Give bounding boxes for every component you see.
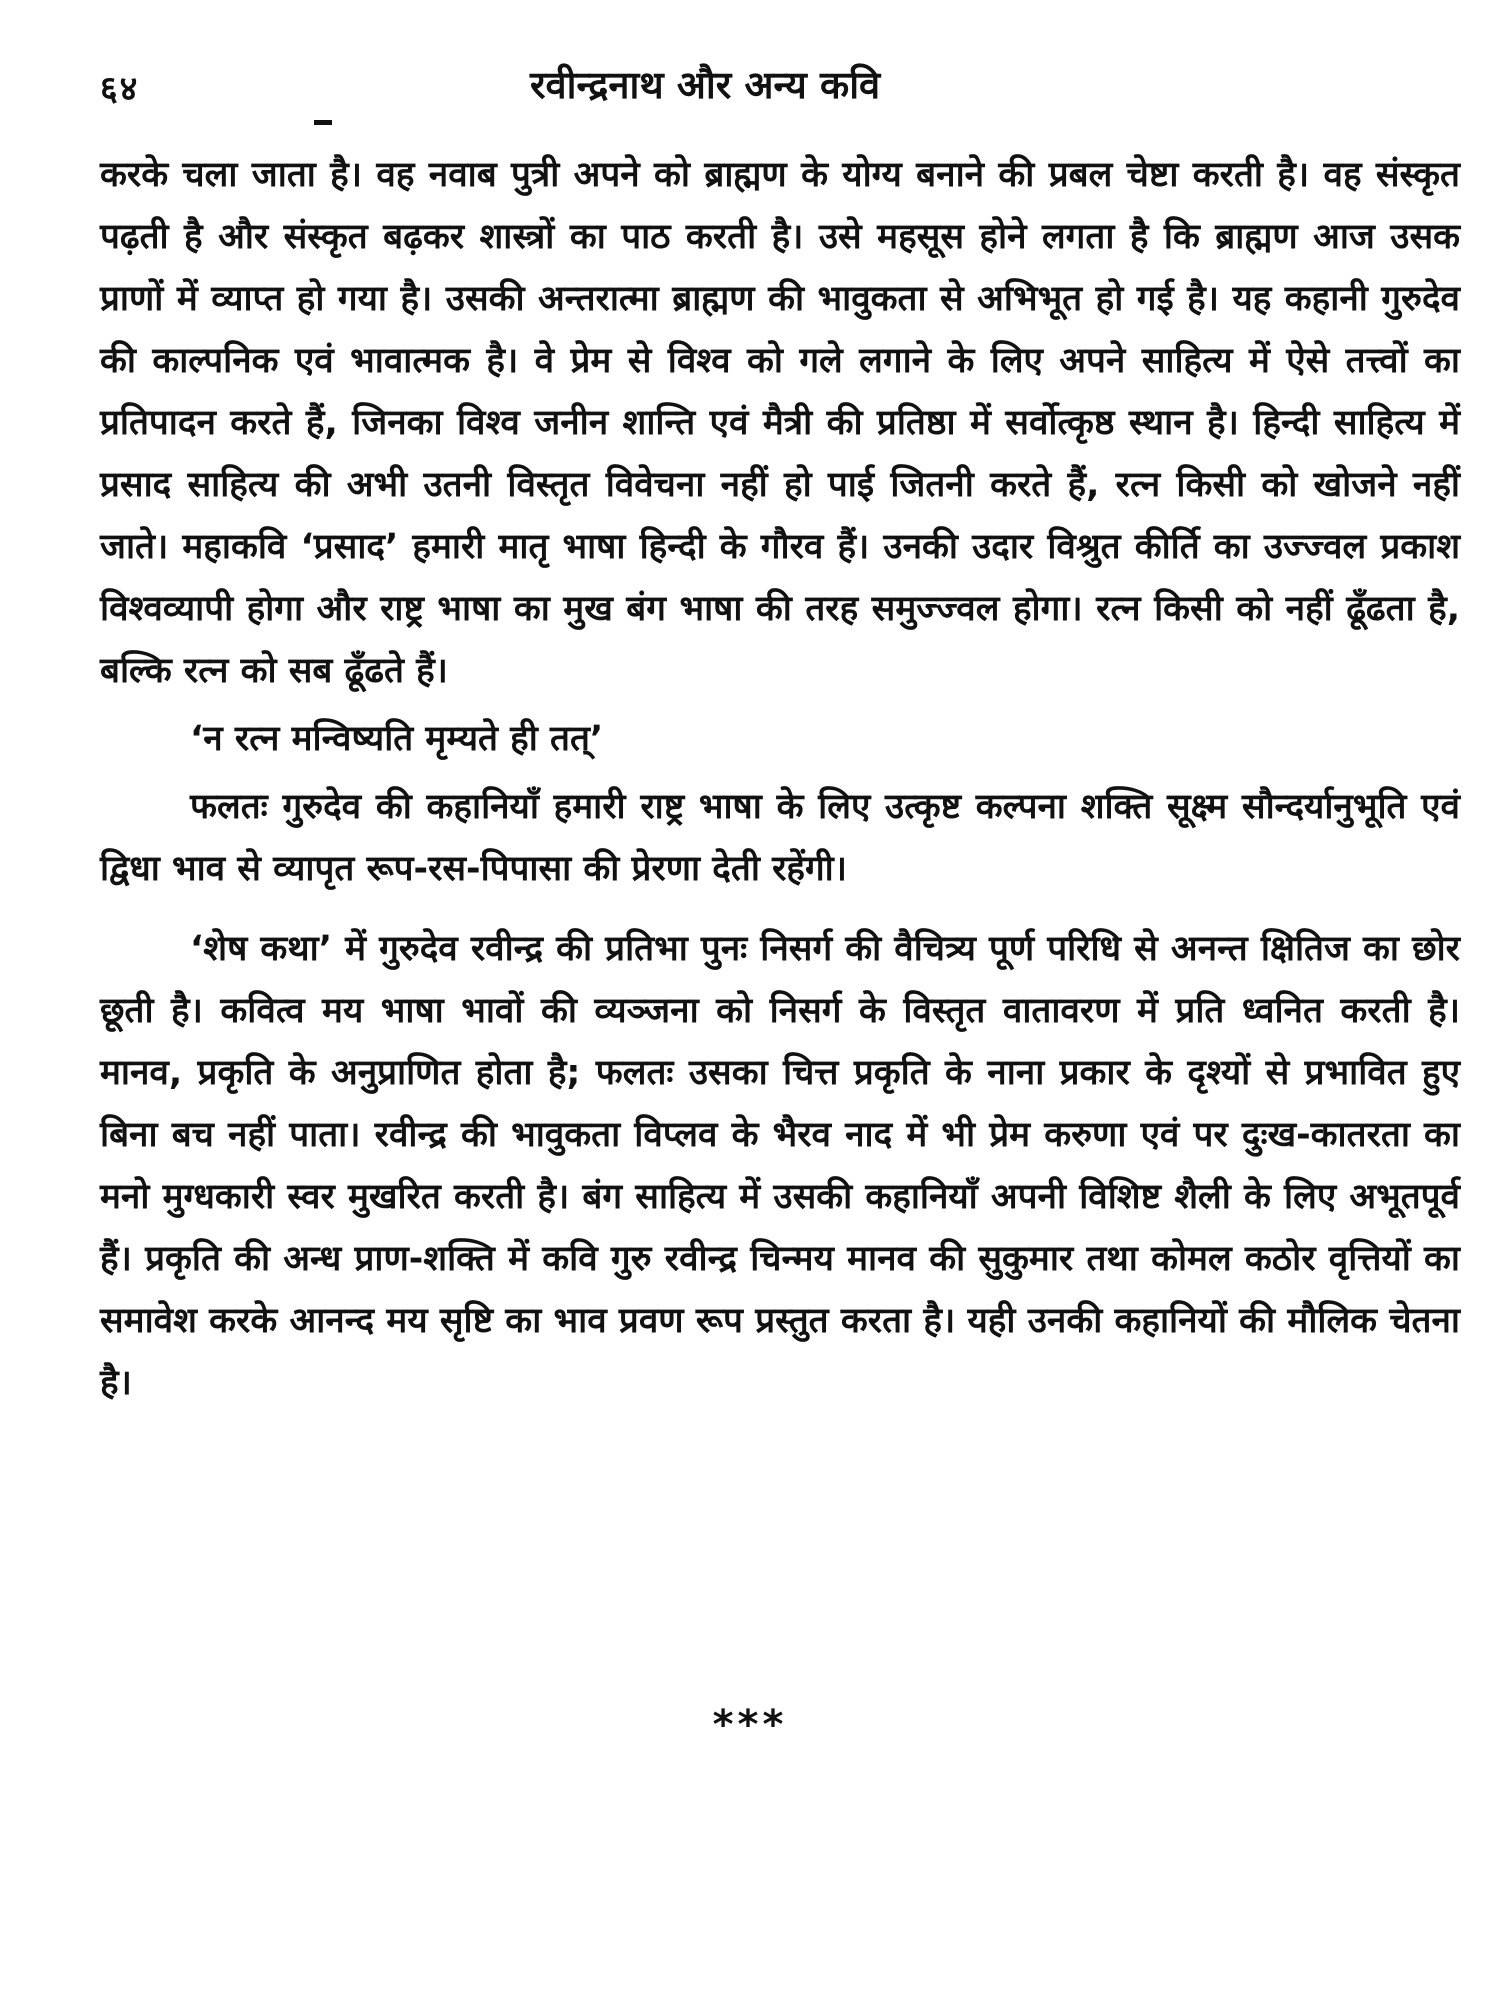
paragraph-shesh-katha: ‘शेष कथा’ में गुरुदेव रवीन्द्र की प्रतिभा पुनः निसर्ग की वैचित्र्य पूर्ण परिधि से अनन्त क्षितिज का छोर छूती है। कवित्व मय भाषा भावों की व्यञ्जना को निसर्ग के विस्तृत वातावरण में प्रति ध्वनित करती है। मानव, प्रकृति के अनुप्राणित होता है; फलतः उसका चित्त प्रकृति के नाना प्रकार के दृश्यों से प्रभावित हुए बिना बच नहीं पाता। रवीन्द्र की भावुकता विप्लव के भैरव नाद में भी प्रेम करुणा एवं पर दुःख-कातरता का मनो मुग्धकारी स्वर मुखरित करती है। बंग साहित्य में उसकी कहानियाँ अपनी विशिष्ट शैली के लिए अभूतपूर्व हैं। प्रकृति की अन्ध प्राण-शक्ति में कवि गुरु रवीन्द्र चिन्मय मानव की सुकुमार तथा कोमल कठोर वृत्तियों का समावेश करके आनन्द मय सृष्टि का भाव प्रवण रूप प्रस्तुत करता है। यही उनकी कहानियों की मौलिक चेतना है। [100, 929, 1460, 1403]
paragraph-conclusion: फलतः गुरुदेव की कहानियाँ हमारी राष्ट्र भाषा के लिए उत्कृष्ट कल्पना शक्ति सूक्ष्म सौन्दर्यानुभूति एवं द्विधा भाव से व्यापृत रूप-रस-पिपासा की प्रेरणा देती रहेंगी। [100, 787, 1460, 889]
ink-speck [314, 120, 332, 125]
paragraph-gap [100, 900, 1460, 918]
body-text [100, 144, 1460, 1414]
running-title: रवीन्द्रनाथ और अन्य कवि [530, 63, 881, 107]
page-header [100, 58, 1480, 128]
page-number: ६४ [100, 69, 140, 109]
sanskrit-quote: ‘न रत्न मन्विष्यति मृम्यते ही तत्’ [190, 719, 604, 759]
section-end-mark: *** [712, 1702, 788, 1748]
paragraph-continuation: करके चला जाता है। वह नवाब पुत्री अपने को ब्राह्मण के योग्य बनाने की प्रबल चेष्टा करती है। वह संस्कृत पढ़ती है और संस्कृत बढ़कर शास्त्रों का पाठ करती है। उसे महसूस होने लगता है कि ब्राह्मण आज उसक प्राणों में व्याप्त हो गया है। उसकी अन्तरात्मा ब्राह्मण की भावुकता से अभिभूत हो गई है। यह कहानी गुरुदेव की काल्पनिक एवं भावात्मक है। वे प्रेम से विश्व को गले लगाने के लिए अपने साहित्य में ऐसे तत्त्वों का प्रतिपादन करते हैं, जिनका विश्व जनीन शान्ति एवं मैत्री की प्रतिष्ठा में सर्वोत्कृष्ठ स्थान है। हिन्दी साहित्य में प्रसाद साहित्य की अभी उतनी विस्तृत विवेचना नहीं हो पाई जितनी करते हैं, रत्न किसी को खोजने नहीं जाते। महाकवि ‘प्रसाद’ हमारी मातृ भाषा हिन्दी के गौरव हैं। उनकी उदार विश्रुत कीर्ति का उज्ज्वल प्रकाश विश्वव्यापी होगा और राष्ट्र भाषा का मुख बंग भाषा की तरह समुज्ज्वल होगा। रत्न किसी को नहीं ढूँढता है, बल्कि रत्न को सब ढूँढते हैं। [100, 155, 1460, 691]
